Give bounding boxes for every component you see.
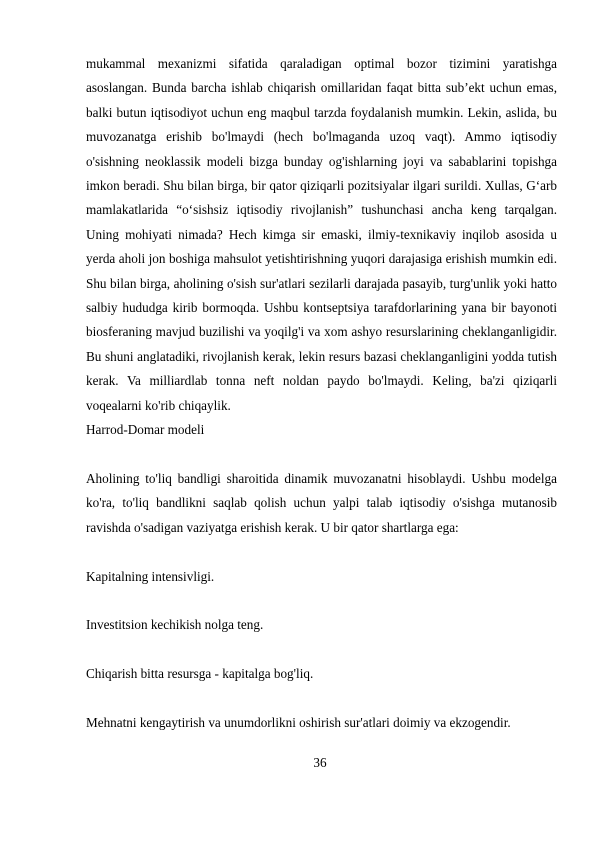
condition-item: Investitsion kechikish nolga teng. (86, 617, 264, 633)
blank-line (86, 687, 557, 711)
blank-line (86, 589, 557, 613)
condition-item: Kapitalning intensivligi. (86, 568, 215, 584)
paragraph-intro: mukammal mexanizmi sifatida qaraladigan optimal bozor tizimini yaratishga asoslangan. Bunda barcha ishlab chiqarish omillaridan faqat bitta sub’ekt uchun emas, balki butun iqtisodiyot uchun eng maqbul tarzda foydalanish mumkin. Lekin, aslida, bu muvozanatga erishib bo'lmaydi (hech bo'lmaganda uzoq vaqt). Ammo iqtisodiy o'sishning neoklassik modeli bizga bunday og'ishlarning joyi va sabablarini topishga imkon beradi. Shu bilan birga, bir qator qiziqarli pozitsiyalar ilgari surildi. Xullas, G‘arb mamlakatlarida “o‘sishsiz iqtisodiy rivojlanish” tushunchasi ancha keng tarqalgan. Uning mohiyati nimada? Hech kimga sir emaski, ilmiy-texnikaviy inqilob asosida u yerda aholi jon boshiga mahsulot yetishtirishning yuqori darajasiga erishish mumkin edi. Shu bilan birga, aholining o'sish sur'atlari sezilarli darajada pasayib, turg'unlik yoki hatto salbiy hududga kirib bormoqda. Ushbu kontseptsiya tarafdorlarining yana bir bayonoti biosferaning mavjud buzilishi va yoqilg'i va xom ashyo resurslarining cheklanganligidir. Bu shuni anglatadiki, rivojlanish kerak, lekin resurs bazasi cheklanganligini yodda tutish kerak. Va milliardlab tonna neft noldan paydo bo'lmaydi. Keling, ba'zi qiziqarli voqealarni ko'rib chiqaylik. (86, 56, 557, 413)
page-number: 36 (313, 755, 327, 770)
section-heading: Harrod-Domar modeli (86, 422, 205, 438)
blank-line (86, 638, 557, 662)
blank-line (86, 540, 557, 564)
document-page (86, 52, 557, 735)
paragraph-model: Aholining to'liq bandligi sharoitida dinamik muvozanatni hisoblaydi. Ushbu modelga ko'ra, to'liq bandlikni saqlab qolish uchun yalpi talab iqtisodiy o'sishga mutanosib ravishda o'sadigan vaziyatga erishish kerak. U bir qator shartlarga ega: (86, 470, 557, 535)
condition-item: Mehnatni kengaytirish va unumdorlikni oshirish sur'atlari doimiy va ekzogendir. (86, 714, 511, 730)
blank-line (86, 443, 557, 467)
condition-item: Chiqarish bitta resursga - kapitalga bog'liq. (86, 666, 314, 682)
